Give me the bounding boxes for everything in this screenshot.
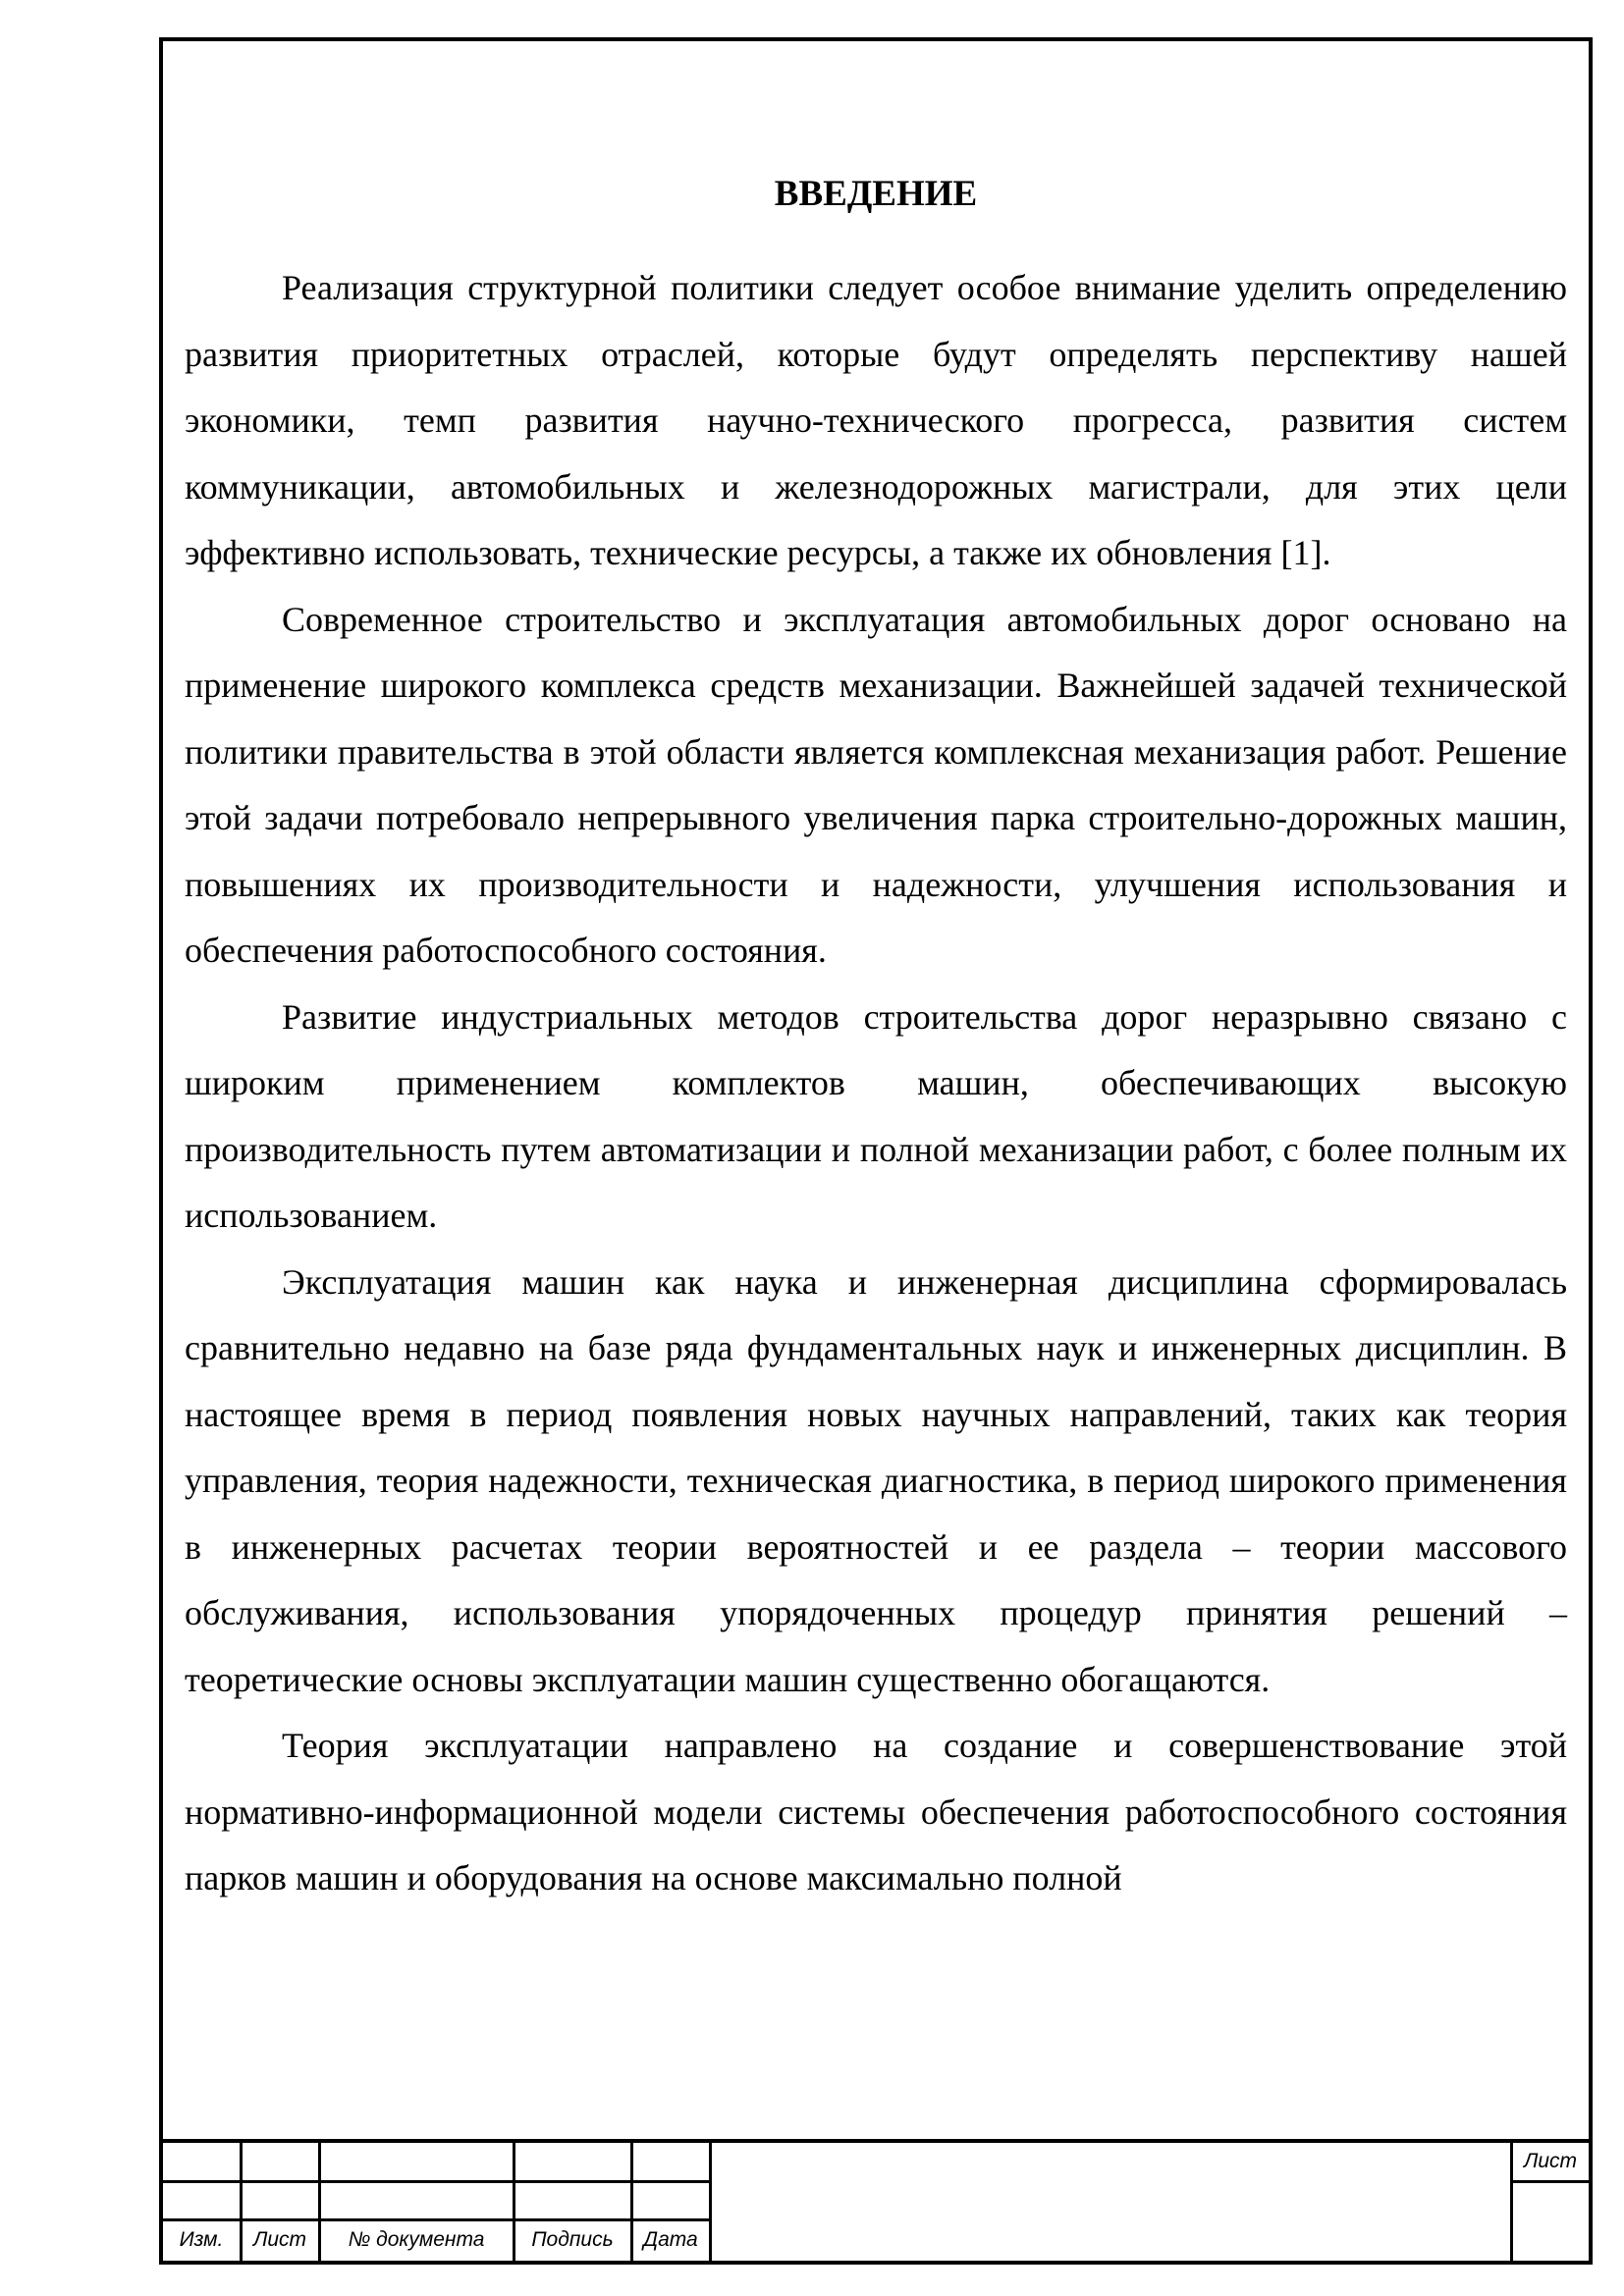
paragraph-4: Эксплуатация машин как наука и инженерная дисциплина сформировалась сравнительно недавно на базе ряда фундаментальных наук и инженерных дисциплин. В настоящее время в период появления новых научных направлений, таких как теория управления, теория надежности, техническая диагностика, в период широкого применения в инженерных расчетах теории вероятностей и ее раздела – теории массового обслуживания, использования упорядоченных процедур принятия решений – теоретические основы эксплуатации машин существенно обогащаются.: [185, 1261, 1567, 1699]
paragraph-3: Развитие индустриальных методов строительства дорог неразрывно связано с широким применением комплектов машин, обеспечивающих высокую производительность путем автоматизации и полной механизации работ, с более полным их использованием.: [185, 996, 1567, 1235]
stamp-izm-label: Изм.: [179, 2228, 224, 2251]
stamp-sheet-label: Лист: [1523, 2150, 1578, 2172]
stamp-signature-label: Подпись: [531, 2228, 614, 2251]
title-block: [163, 2139, 1589, 2261]
paragraph-1: Реализация структурной политики следует особое внимание уделить определению развития приоритетных отраслей, которые будут определять перспективу нашей экономики, темп развития научно-технического прогресса, развития систем коммуникации, автомобильных и железнодорожных магистрали, для этих цели эффективно использовать, технические ресурсы, а также их обновления [1].: [185, 268, 1567, 572]
document-body: [185, 255, 1567, 1912]
page-title: ВВЕДЕНИЕ: [774, 174, 978, 214]
paragraph-2: Современное строительство и эксплуатация автомобильных дорог основано на применение широкого комплекса средств механизации. Важнейшей задачей технической политики правительства в этой области является комплексная механизация работ. Решение этой задачи потребовало непрерывного увеличения парка строительно-дорожных машин, повышениях их производительности и надежности, улучшения использования и обеспечения работоспособного состояния.: [185, 599, 1567, 970]
stamp-list-label: Лист: [252, 2228, 307, 2251]
stamp-date-label: Дата: [643, 2228, 698, 2251]
stamp-doc-number-label: № документа: [348, 2228, 485, 2251]
paragraph-5: Теория эксплуатации направлено на создание и совершенствование этой нормативно-информационной модели системы обеспечения работоспособного состояния парков машин и оборудования на основе максимально полной: [185, 1726, 1567, 1897]
